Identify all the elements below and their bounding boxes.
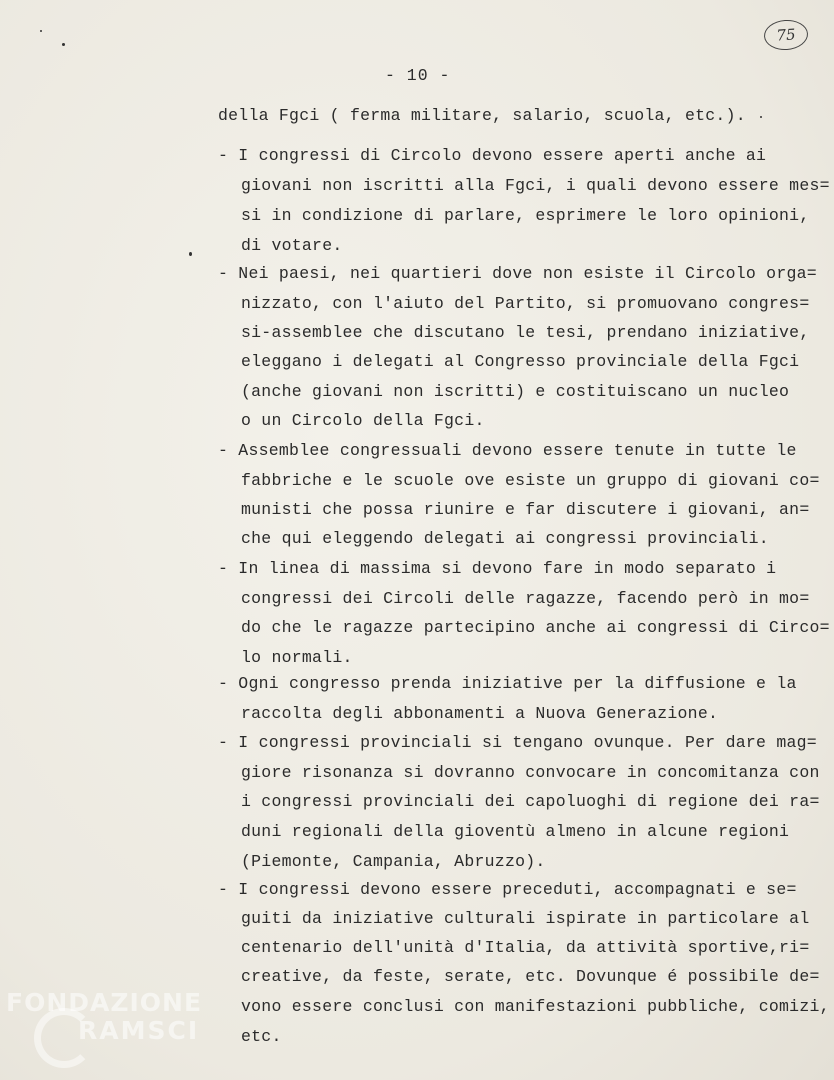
bullet-line: - In linea di massima si devono fare in modo separato i — [218, 559, 777, 578]
bullet-line: - I congressi provinciali si tengano ovunque. Per dare mag= — [218, 733, 817, 752]
text-line: i congressi provinciali dei capoluoghi di regione dei ra= — [241, 792, 820, 811]
text-line: fabbriche e le scuole ove esiste un gruppo di giovani co= — [241, 471, 820, 490]
text-line: vono essere conclusi con manifestazioni pubbliche, comizi, — [241, 997, 830, 1016]
text-line: centenario dell'unità d'Italia, da attività sportive,ri= — [241, 938, 810, 957]
watermark-text-top: FONDAZIONE — [6, 988, 203, 1017]
text-line: guiti da iniziative culturali ispirate in particolare al — [241, 909, 810, 928]
text-line: nizzato, con l'aiuto del Partito, si promuovano congres= — [241, 294, 810, 313]
text-line: della Fgci ( ferma militare, salario, scuola, etc.). — [218, 106, 746, 125]
text-line: che qui eleggendo delegati ai congressi provinciali. — [241, 529, 769, 548]
text-line: si in condizione di parlare, esprimere le loro opinioni, — [241, 206, 810, 225]
text-line: si-assemblee che discutano le tesi, prendano iniziative, — [241, 323, 810, 342]
text-line: creative, da feste, serate, etc. Dovunque é possibile de= — [241, 967, 820, 986]
page-number: - 10 - — [385, 66, 451, 85]
ink-speck — [40, 30, 42, 32]
bullet-line: - Nei paesi, nei quartieri dove non esiste il Circolo orga= — [218, 264, 817, 283]
text-line: duni regionali della gioventù almeno in alcune regioni — [241, 822, 790, 841]
text-line: lo normali. — [241, 648, 353, 667]
text-line: giovani non iscritti alla Fgci, i quali devono essere mes= — [241, 176, 830, 195]
archive-page-number: 75 — [763, 19, 809, 52]
text-line: di votare. — [241, 236, 343, 255]
bullet-line: - I congressi devono essere preceduti, accompagnati e se= — [218, 880, 797, 899]
archive-watermark — [6, 988, 216, 1068]
watermark-text-bottom: RAMSCI — [78, 1016, 200, 1045]
ink-speck — [760, 116, 762, 118]
text-line: congressi dei Circoli delle ragazze, facendo però in mo= — [241, 589, 810, 608]
text-line: (Piemonte, Campania, Abruzzo). — [241, 852, 546, 871]
bullet-line: - I congressi di Circolo devono essere aperti anche ai — [218, 146, 767, 165]
bullet-line: - Assemblee congressuali devono essere tenute in tutte le — [218, 441, 797, 460]
bullet-line: - Ogni congresso prenda iniziative per la diffusione e la — [218, 674, 797, 693]
text-line: o un Circolo della Fgci. — [241, 411, 485, 430]
ink-speck — [62, 43, 65, 46]
text-line: (anche giovani non iscritti) e costituiscano un nucleo — [241, 382, 790, 401]
text-line: munisti che possa riunire e far discutere i giovani, an= — [241, 500, 810, 519]
text-line: etc. — [241, 1027, 282, 1046]
text-line: eleggano i delegati al Congresso provinciale della Fgci — [241, 352, 800, 371]
text-line: do che le ragazze partecipino anche ai congressi di Circo= — [241, 618, 830, 637]
text-line: raccolta degli abbonamenti a Nuova Generazione. — [241, 704, 719, 723]
ink-speck — [189, 252, 192, 256]
text-line: giore risonanza si dovranno convocare in concomitanza con — [241, 763, 820, 782]
